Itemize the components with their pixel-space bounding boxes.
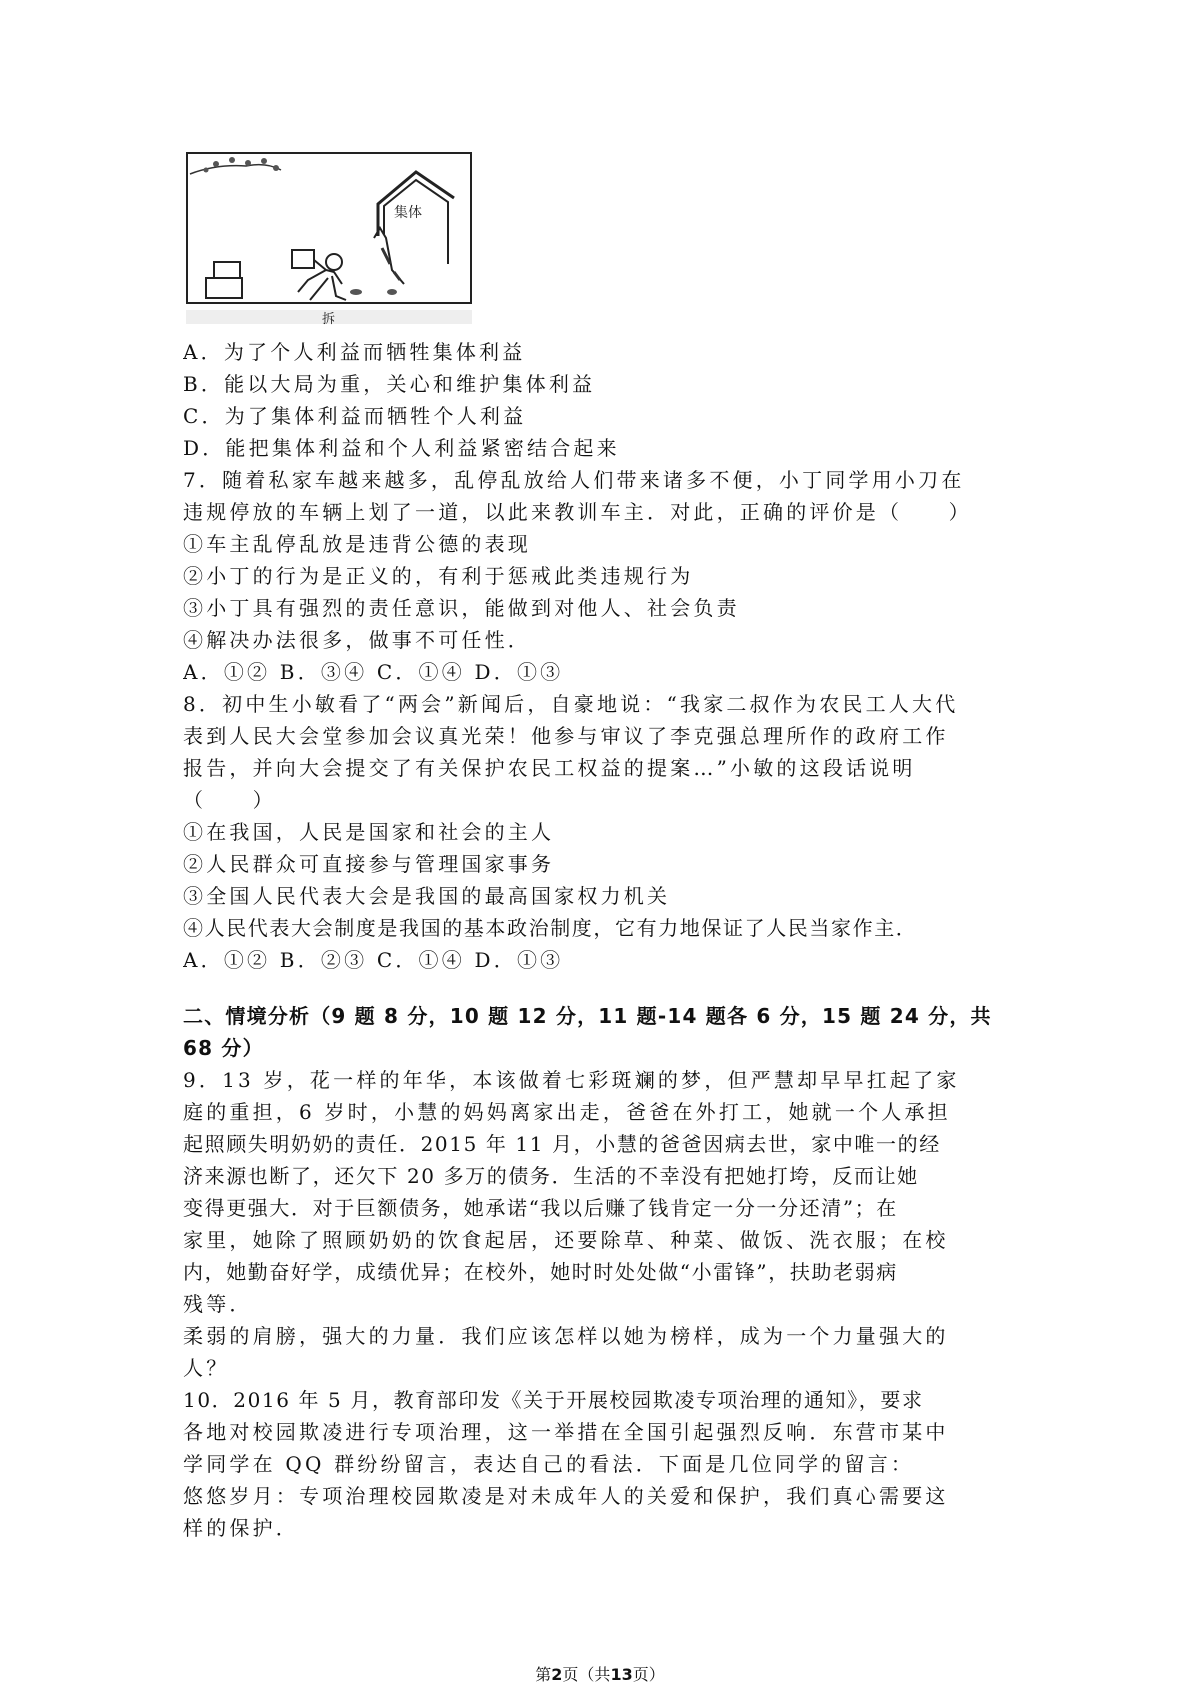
q6-option-b: B．能以大局为重，关心和维护集体利益 (183, 372, 596, 396)
q6-option-a: A．为了个人利益而牺牲集体利益 (183, 340, 526, 364)
q9-line: 变得更强大．对于巨额债务，她承诺“我以后赚了钱肯定一分一分还清”；在 (183, 1196, 898, 1220)
q7-item: ③小丁具有强烈的责任意识，能做到对他人、社会负责 (183, 596, 740, 620)
q9-line: 济来源也断了，还欠下 20 多万的债务．生活的不幸没有把她打垮，反而让她 (183, 1164, 919, 1188)
footer-prefix: 第 (535, 1665, 552, 1684)
q10-line: 各地对校园欺凌进行专项治理，这一举措在全国引起强烈反响．东营市某中 (183, 1420, 949, 1444)
footer-middle: 页（共 (562, 1665, 611, 1684)
q9-line: 庭的重担，6 岁时，小慧的妈妈离家出走，爸爸在外打工，她就一个人承担 (183, 1100, 951, 1124)
q9-line: 9．13 岁，花一样的年华，本该做着七彩斑斓的梦，但严慧却早早扛起了家 (183, 1068, 960, 1092)
q8-stem-line: 报告，并向大会提交了有关保护农民工权益的提案…”小敏的这段话说明 (183, 756, 916, 780)
q9-line: 内，她勤奋好学，成绩优异；在校外，她时时处处做“小雷锋”，扶助老弱病 (183, 1260, 898, 1284)
q7-item: ①车主乱停乱放是违背公德的表现 (183, 532, 531, 556)
house-label: 集体 (394, 205, 422, 221)
q8-answer-options: A．①② B．②③ C．①④ D．①③ (183, 948, 564, 972)
q7-answer-options: A．①② B．③④ C．①④ D．①③ (183, 660, 564, 684)
carried-brick (292, 250, 314, 268)
q8-stem-line: 表到人民大会堂参加会议真光荣！他参与审议了李克强总理所作的政府工作 (183, 724, 949, 748)
q9-line: 柔弱的肩膀，强大的力量．我们应该怎样以她为榜样，成为一个力量强大的 (183, 1324, 949, 1348)
footer-suffix: 页） (632, 1665, 665, 1684)
q10-line: 学同学在 QQ 群纷纷留言，表达自己的看法．下面是几位同学的留言： (183, 1452, 915, 1476)
q7-item: ②小丁的行为是正义的，有利于惩戒此类违规行为 (183, 564, 694, 588)
q6-option-c: C．为了集体利益而牺牲个人利益 (183, 404, 527, 428)
q10-line: 样的保护． (183, 1516, 299, 1540)
q8-stem-line: 8．初中生小敏看了“两会”新闻后，自豪地说：“我家二叔作为农民工人大代 (183, 692, 959, 716)
collective-cartoon-illustration (186, 152, 472, 330)
q9-line: 起照顾失明奶奶的责任．2015 年 11 月，小慧的爸爸因病去世，家中唯一的经 (183, 1132, 941, 1156)
footer-total-pages: 13 (610, 1665, 633, 1684)
q8-item: ④人民代表大会制度是我国的基本政治制度，它有力地保证了人民当家作主． (183, 916, 918, 940)
q8-item: ①在我国，人民是国家和社会的主人 (183, 820, 555, 844)
q7-item: ④解决办法很多，做事不可任性． (183, 628, 531, 652)
q9-line: 人？ (183, 1356, 230, 1380)
q10-line: 10．2016 年 5 月，教育部印发《关于开展校园欺凌专项治理的通知》，要求 (183, 1388, 924, 1412)
q8-stem-line: （ ） (183, 788, 276, 812)
q7-stem-line: 违规停放的车辆上划了一道，以此来教训车主．对此，正确的评价是（ ） (183, 500, 972, 524)
q8-item: ③全国人民代表大会是我国的最高国家权力机关 (183, 884, 671, 908)
q8-item: ②人民群众可直接参与管理国家事务 (183, 852, 555, 876)
q6-option-d: D．能把集体利益和个人利益紧密结合起来 (183, 436, 620, 460)
q9-line: 家里，她除了照顾奶奶的饮食起居，还要除草、种菜、做饭、洗衣服；在校 (183, 1228, 949, 1252)
q10-line: 悠悠岁月：专项治理校园欺凌是对未成年人的关爱和保护，我们真心需要这 (183, 1484, 949, 1508)
question-content (183, 336, 1023, 1544)
brick-pile (206, 278, 242, 298)
page-footer (0, 1662, 1200, 1685)
section-heading: 68 分） (183, 1036, 264, 1060)
cartoon-caption: 拆 (322, 312, 336, 327)
q9-line: 残等． (183, 1292, 253, 1316)
footer-page-number: 2 (551, 1665, 563, 1684)
q7-stem-line: 7．随着私家车越来越多，乱停乱放给人们带来诸多不便，小丁同学用小刀在 (183, 468, 965, 492)
section-heading: 二、情境分析（9 题 8 分，10 题 12 分，11 题-14 题各 6 分，15 题 24 分，共 (183, 1004, 992, 1028)
